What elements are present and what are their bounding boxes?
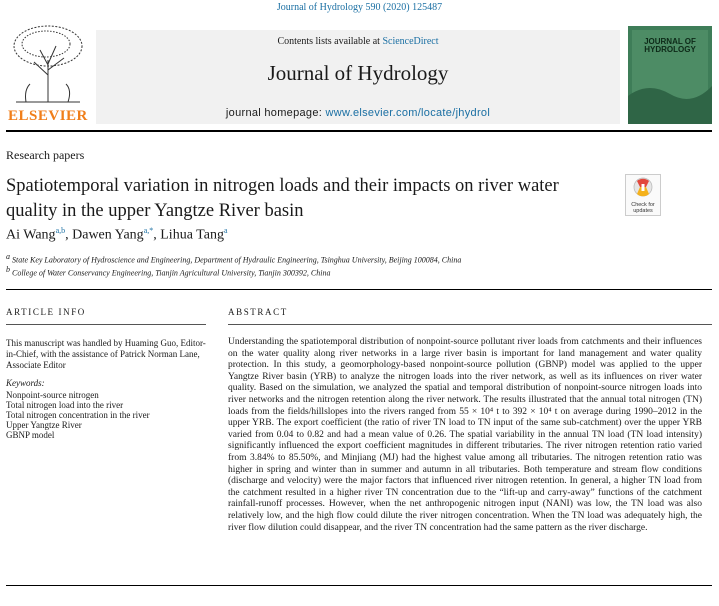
keyword-item: Nonpoint-source nitrogen — [6, 390, 99, 400]
front-matter-divider — [6, 289, 712, 290]
article-info-heading: ARTICLE INFO — [6, 307, 86, 317]
journal-banner — [96, 30, 620, 124]
keywords-heading: Keywords: — [6, 378, 45, 388]
editor-note: This manuscript was handled by Huaming Guo, Editor-in-Chief, with the assistance of Patrick Norman Lane, Associate Editor — [6, 338, 206, 370]
affiliation-a: $^a$ State Key Laboratory of Hydroscience and Engineering, Department of Hydraulic Engineering, Tsinghua University, Beijing 100084, China — [6, 252, 462, 265]
keyword-item: GBNP model — [6, 430, 55, 440]
journal-title: Journal of Hydrology — [267, 61, 449, 85]
journal-cover-thumbnail — [628, 26, 712, 124]
crossmark-icon — [626, 175, 660, 201]
author-affiliation-mark[interactable]: a,b — [55, 226, 66, 235]
header-divider — [6, 130, 712, 132]
author-name[interactable]: Ai Wang — [6, 227, 56, 243]
author-name[interactable]: Lihua Tang — [160, 227, 224, 243]
homepage-link[interactable]: www.elsevier.com/locate/jhydrol — [325, 107, 491, 119]
journal-homepage: journal homepage: www.elsevier.com/locate/jhydrol — [225, 107, 491, 119]
keyword-item: Total nitrogen load into the river — [6, 400, 124, 410]
affiliation-b: $^b$ College of Water Conservancy Engineering, Tianjin Agricultural University, Tianjin 300392, China — [6, 265, 331, 278]
keyword-item: Total nitrogen concentration in the river — [6, 410, 150, 420]
cover-title: JOURNAL OF HYDROLOGY — [644, 37, 696, 54]
article-info-rule — [6, 324, 206, 325]
check-for-updates-badge[interactable]: Check for updates — [625, 174, 661, 216]
keywords-list — [6, 390, 150, 440]
author-affiliation-mark[interactable]: a — [223, 226, 228, 235]
section-label: Research papers — [6, 148, 85, 162]
abstract-rule — [228, 324, 712, 325]
abstract-text: Understanding the spatiotemporal distribution of nonpoint-source pollutant river loads from catchments and their influences on the water quality along river networks in a large river basin is important for land management and water quality protection. In this study, a geomorphology-based nonpoint-source pollution (GBNP) model was applied to the upper Yangtze River basin (YRB) to analyze the nitrogen loads into the river network, as well as its influences on river water quality. Based on the simulation, we analyzed the spatial and temporal distribution of nonpoint-source nitrogen loads into river networks and the nitrogen retention along the river network. The results illustrated that the annual total nitrogen (TN) loads from the fields/hillslopes into the rivers ranged from 55 × 10⁴ t to 392 × 10⁴ t on average during 1990–2012 in the upper YRB. The export coefficient (the ratio of river TN load to TN input of the same sub-catchment) over the upper YRB varied from 0.04 to 0.82 and had a mean value of 0.26. The spatial variability in the annual TN load (TN load intensity) significantly influenced the export coefficient magnitudes in different tributaries. The river nitrogen retention ratio varied from 3.84% to 85.50%, and Minjiang (MJ) had the highest value among all tributaries. The nitrogen retention ratio was higher in spring and winter than in summer and autumn in all tributaries. Both temperature and stream flow conditions (discharge and velocity) were the major factors that influenced river nitrogen retention. In general, a higher TN load from the catchment resulted in a higher river TN concentration due to the “lift-up and carry-away” functions of the catchment rainfall-runoff processes. However, when the net anthropogenic nitrogen input (NANI) was low, the TN load was also relatively low, and the high flow could dilute the river nitrogen concentration. When the TN load was adequately high, the river flow dilution could disappear, and the river TN concentration had the same pattern as the river discharge. — [228, 337, 702, 533]
author-affiliation-mark[interactable]: a,* — [143, 226, 154, 235]
sciencedirect-link[interactable]: ScienceDirect — [382, 36, 439, 47]
journal-citation[interactable]: Journal of Hydrology 590 (2020) 125487 — [276, 2, 443, 13]
contents-line: Contents lists available at ScienceDirect — [277, 36, 439, 47]
journal-header — [6, 20, 712, 124]
article-title: Spatiotemporal variation in nitrogen loads and their impacts on river water quality in the upper Yangtze River basin — [6, 176, 559, 221]
abstract-heading: ABSTRACT — [228, 307, 288, 317]
author-list: Ai Wang$^{a,b}$, Dawen Yang$^{a,*}$, Lihua Tang$^a$ — [6, 226, 228, 243]
elsevier-wordmark: ELSEVIER — [8, 108, 88, 124]
author-name[interactable]: Dawen Yang — [72, 227, 144, 243]
abstract-bottom-rule — [6, 585, 712, 586]
elsevier-tree-logo — [6, 20, 90, 124]
keyword-item: Upper Yangtze River — [6, 420, 82, 430]
